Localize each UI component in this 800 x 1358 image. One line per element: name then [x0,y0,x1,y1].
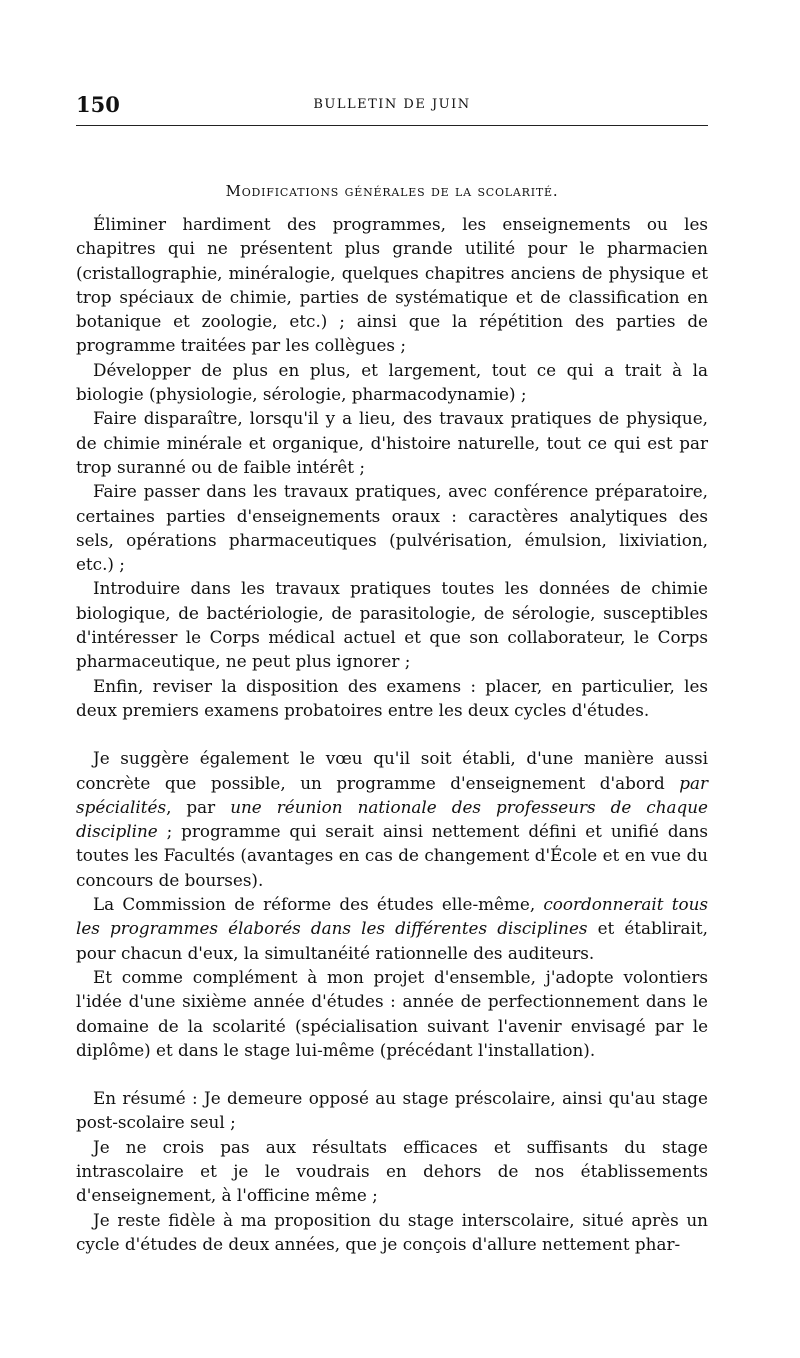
paragraph: Je ne crois pas aux résultats efficaces et suffisants du stage intrascolaire et je le voudrais en dehors de nos établissements d'enseignement, à l'officine même ; [76,1136,708,1206]
section-title: Modifications générales de la scolarité. [225,182,559,200]
paragraph: Développer de plus en plus, et largement, tout ce qui a trait à la biologie (physiologie, sérologie, pharmacodynamie) ; [76,359,708,405]
paragraph: Enfin, reviser la disposition des examens : placer, en particulier, les deux premiers examens probatoires entre les deux cycles d'études. [76,675,708,720]
text-run: Je suggère également le vœu qu'il soit établi, d'une manière aussi concrète que possible, un programme d'enseignement d'abord [76,748,708,793]
text-run: et établirait, pour chacun d'eux, la simultanéité rationnelle des auditeurs. [76,918,708,963]
text-run: La Commission de réforme des études elle-même, [93,894,544,915]
paragraph: Éliminer hardiment des programmes, les enseignements ou les chapitres qui ne présentent plus grande utilité pour le pharmacien (cristallographie, minéralogie, quelques chapitres anciens de physique et trop spéciaux de chimie, parties de systématique et de classification en botanique et zoologie, etc.) ; ainsi que la répétition des parties de programme traitées par les collègues ; [76,214,708,356]
italic-text-run: par spécialités [76,772,708,817]
italic-text-run: une réunion nationale des professeurs de chaque discipline [76,796,708,842]
paragraph: Faire passer dans les travaux pratiques, avec conférence préparatoire, certaines parties d'enseignements oraux : caractères analytiques des sels, opérations pharmaceutiques (pulvérisation, émulsion, lixiviation, etc.) ; [76,481,708,575]
text-run: , par [166,796,231,817]
paragraph [76,746,708,892]
running-title: BULLETIN DE JUIN [313,97,471,112]
page-header [76,93,708,123]
paragraph: Faire disparaître, lorsqu'il y a lieu, des travaux pratiques de physique, de chimie minérale et organique, d'histoire naturelle, tout ce qui est par trop suranné ou de faible intérêt ; [76,408,708,477]
page-number: 150 [76,92,120,117]
text-run: ; programme qui serait ainsi nettement défini et unifié dans toutes les Facultés (avantages en cas de changement d'École et en vue du concours de bourses). [76,821,708,890]
paragraph: Et comme complément à mon projet d'ensemble, j'adopte volontiers l'idée d'une sixième année d'études : année de perfectionnement dans le domaine de la scolarité (spécialisation suivant l'avenir envisagé par le diplôme) et dans le stage lui-même (précédant l'installation). [76,966,708,1060]
paragraph [76,892,708,965]
paragraph: En résumé : Je demeure opposé au stage préscolaire, ainsi qu'au stage post-scolaire seul ; [76,1088,708,1133]
paragraph: Je reste fidèle à ma proposition du stage interscolaire, situé après un cycle d'études de deux années, que je conçois d'allure nettement phar- [76,1209,708,1254]
body-text [76,212,708,1256]
header-rule [76,125,708,126]
paragraph: Introduire dans les travaux pratiques toutes les données de chimie biologique, de bactériologie, de parasitologie, de sérologie, susceptibles d'intéresser le Corps médical actuel et que son collaborateur, le Corps pharmaceutique, ne peut plus ignorer ; [76,578,708,672]
italic-text-run: coordonnerait tous les programmes élaborés dans les différentes disciplines [76,894,708,939]
